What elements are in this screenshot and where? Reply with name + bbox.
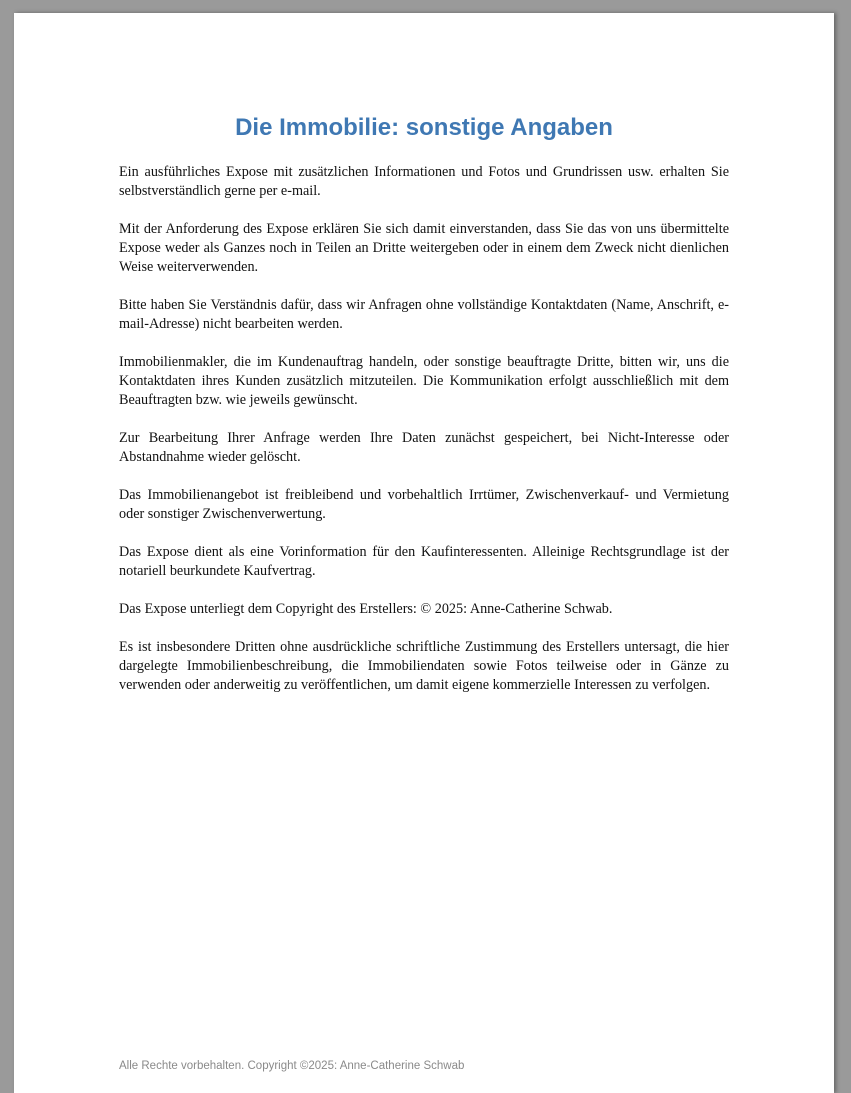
paragraph-brokers: Immobilienmakler, die im Kundenauftrag handeln, oder sonstige beauftragte Dritte, bitten wir, uns die Kontaktdaten ihres Kunden zusätzlich mitzuteilen. Die Kommunikation erfolgt ausschließlich mit dem Beauftragten bzw. wie jeweils gewünscht.	[119, 354, 729, 408]
document-page	[14, 13, 834, 1093]
paragraph-contact-data: Bitte haben Sie Verständnis dafür, dass wir Anfragen ohne vollständige Kontaktdaten (Name, Anschrift, e-mail-Adresse) nicht bearbeiten werden.	[119, 297, 729, 332]
paragraph-legal-basis: Das Expose dient als eine Vorinformation für den Kaufinteressenten. Alleinige Rechtsgrundlage ist der notariell beurkundete Kaufvertrag.	[119, 544, 729, 579]
paragraph-consent: Mit der Anforderung des Expose erklären Sie sich damit einverstanden, dass Sie das von uns übermittelte Expose weder als Ganzes noch in Teilen an Dritte weitergeben oder in einem dem Zweck nicht dienlichen Weise weiterverwenden.	[119, 221, 729, 275]
paragraph-copyright: Das Expose unterliegt dem Copyright des Erstellers: © 2025: Anne-Catherine Schwab.	[119, 601, 613, 617]
paragraph-expose-request: Ein ausführliches Expose mit zusätzlichen Informationen und Fotos und Grundrissen usw. erhalten Sie selbstverständlich gerne per e-mail.	[119, 164, 729, 199]
page-footer: Alle Rechte vorbehalten. Copyright ©2025: Anne-Catherine Schwab	[119, 1060, 465, 1072]
paragraph-offer-terms: Das Immobilienangebot ist freibleibend und vorbehaltlich Irrtümer, Zwischenverkauf- und Vermietung oder sonstiger Zwischenverwertung.	[119, 487, 729, 522]
paragraph-data-storage: Zur Bearbeitung Ihrer Anfrage werden Ihre Daten zunächst gespeichert, bei Nicht-Interesse oder Abstandnahme wieder gelöscht.	[119, 430, 729, 465]
document-body	[119, 163, 729, 714]
paragraph-usage-restriction: Es ist insbesondere Dritten ohne ausdrückliche schriftliche Zustimmung des Erstellers untersagt, die hier dargelegte Immobilienbeschreibung, die Immobiliendaten sowie Fotos teilweise oder in Gänze zu verwenden oder anderweitig zu veröffentlichen, um damit eigene kommerzielle Interessen zu verfolgen.	[119, 639, 729, 693]
page-title: Die Immobilie: sonstige Angaben	[235, 114, 613, 141]
